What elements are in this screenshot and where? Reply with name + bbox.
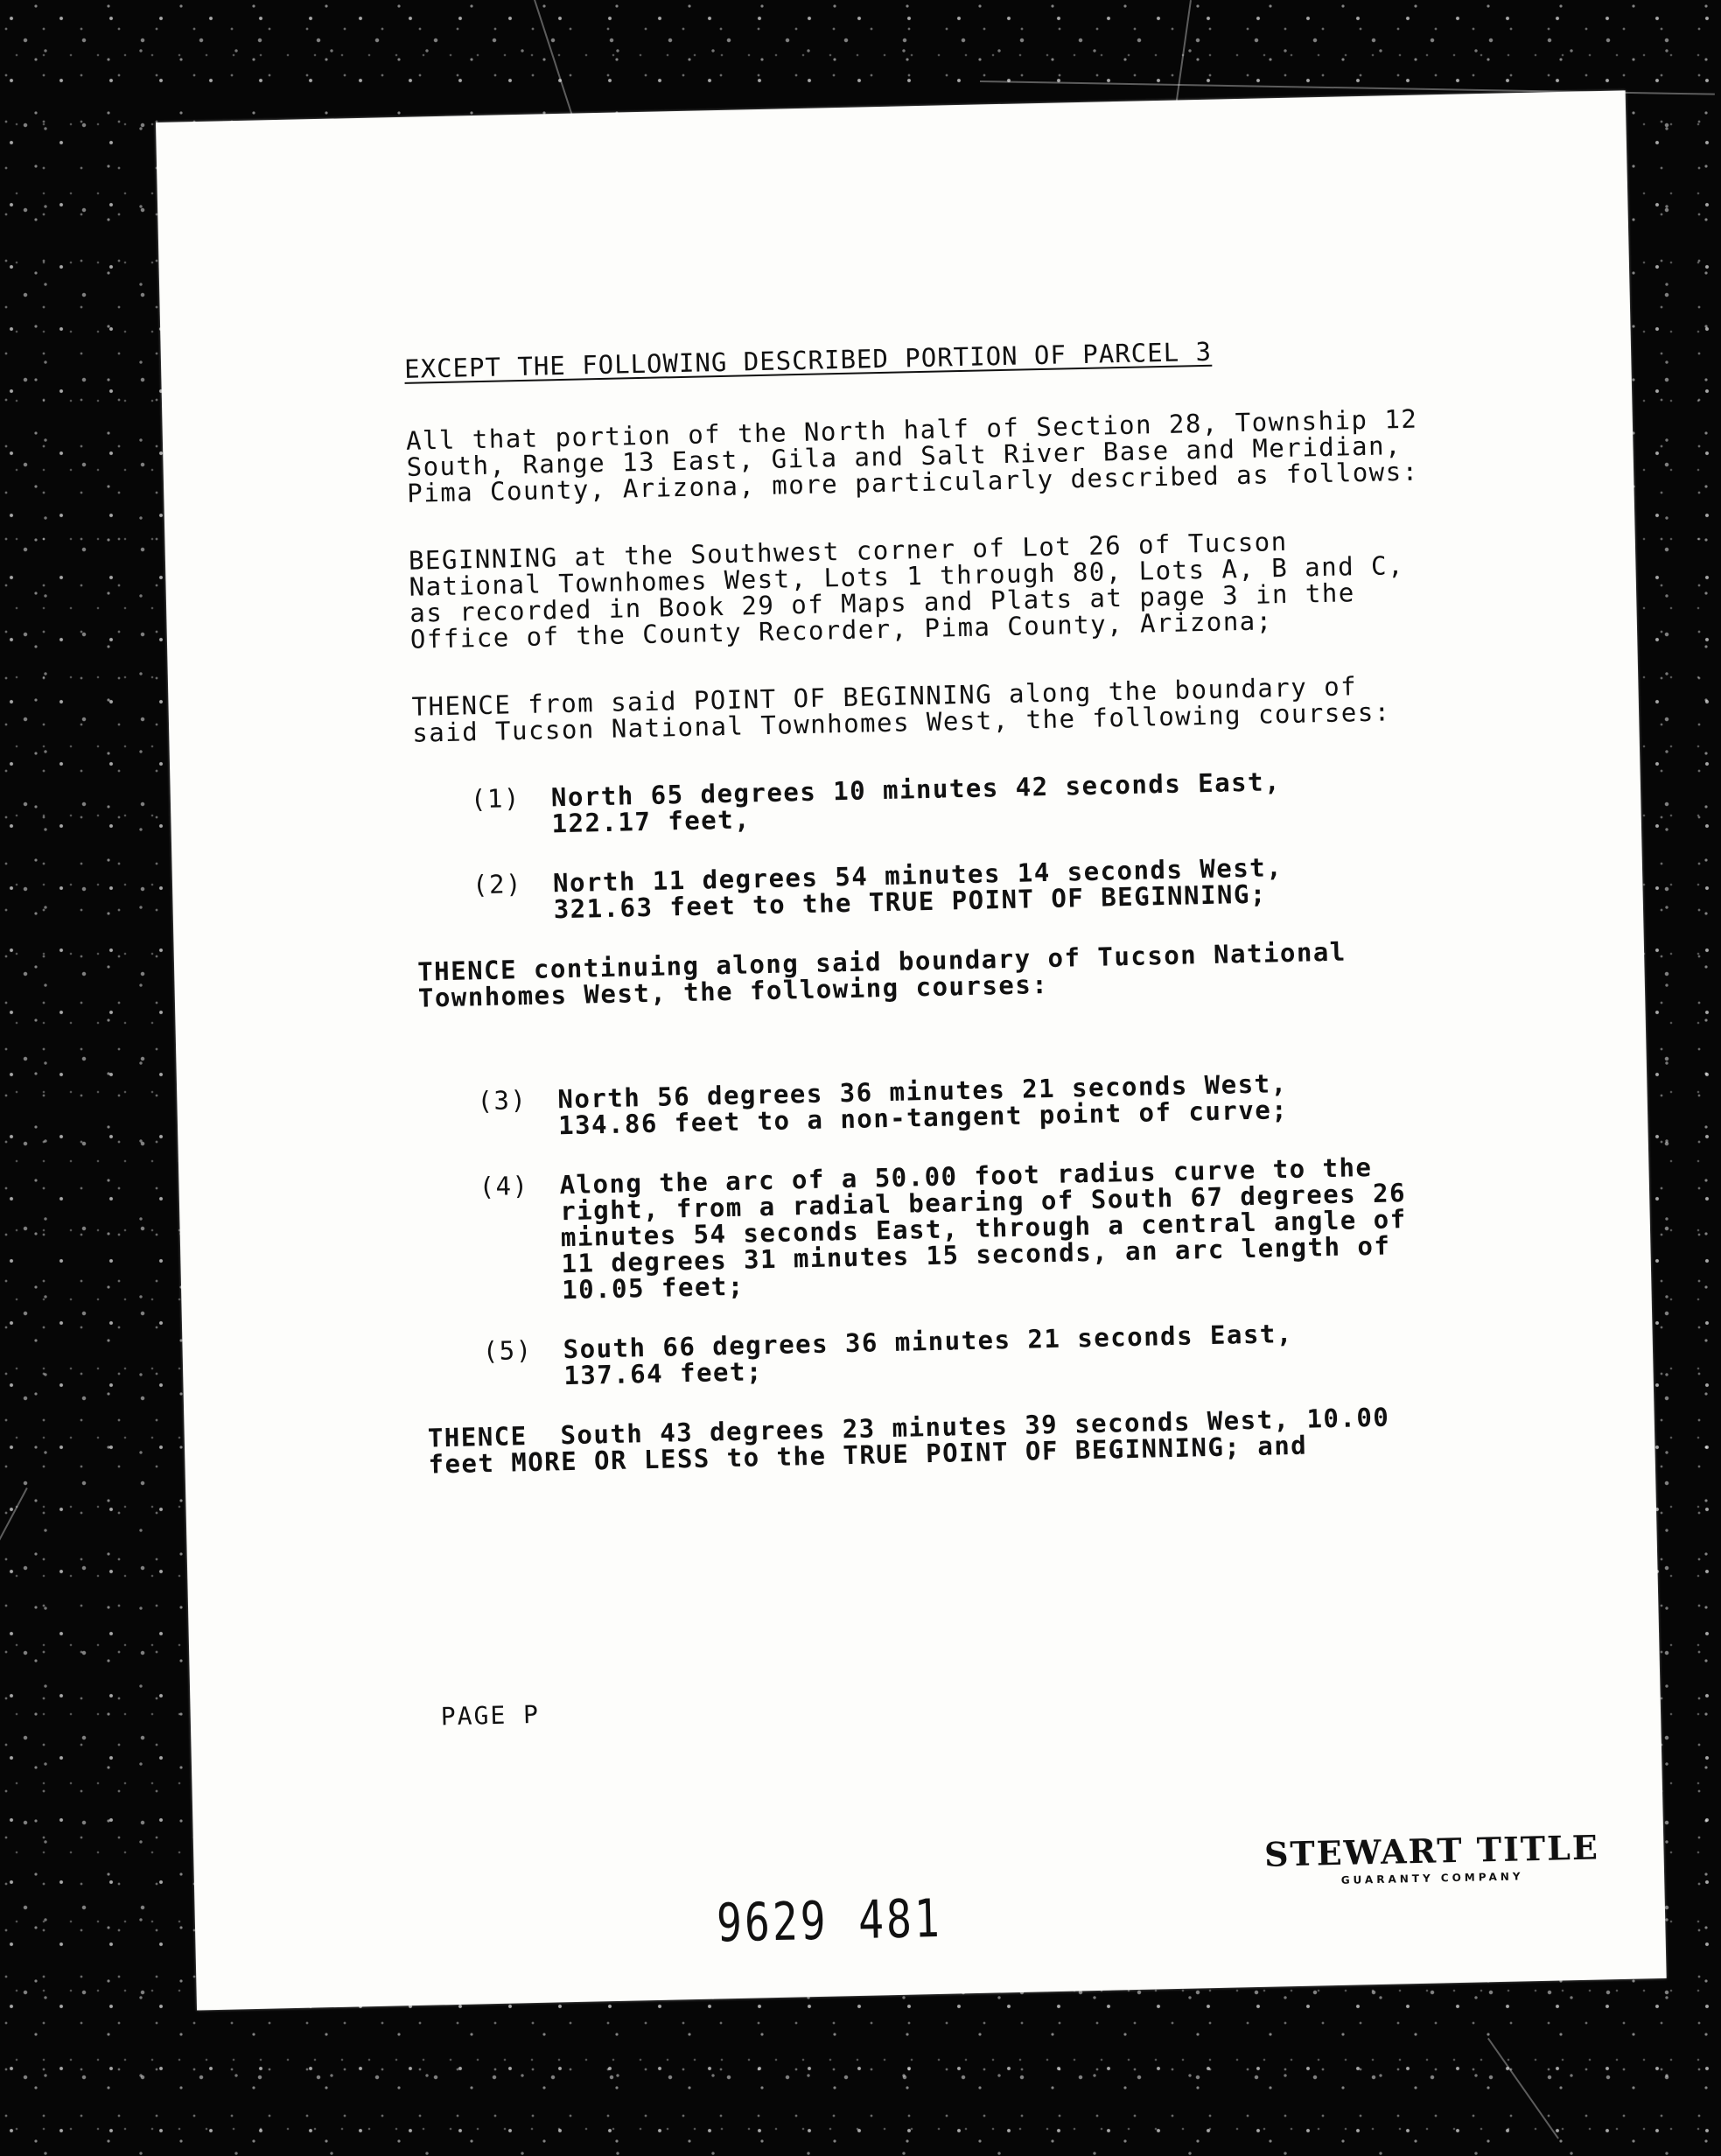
recording-book-number: 9629 (716, 1890, 829, 1955)
scan-scratch (1487, 2038, 1559, 2139)
course-number: (5) (482, 1334, 533, 1367)
courses-list-second (420, 1067, 1450, 1391)
course-text: South 66 degrees 36 minutes 21 seconds East, 137.64 feet; (563, 1318, 1294, 1391)
document-heading: EXCEPT THE FOLLOWING DESCRIBED PORTION OF PARCEL 3 (403, 336, 1213, 384)
courses-list-first (414, 765, 1440, 925)
scan-scratch (0, 1488, 28, 1782)
logo-name: STEWART TITLE (1263, 1827, 1600, 1874)
course-number: (1) (470, 783, 521, 815)
document-page (156, 90, 1667, 2010)
course-text: North 56 degrees 36 minutes 21 seconds West, 134.86 feet to a non-tangent point of curve; (557, 1068, 1289, 1141)
closing-course: THENCE South 43 degrees 23 minutes 39 seconds West, 10.00 feet MORE OR LESS to the TRUE POINT OF BEGINNING; and (427, 1402, 1390, 1480)
course-number: (4) (479, 1170, 529, 1202)
course-number: (3) (477, 1085, 528, 1116)
parcel-description: All that portion of the North half of Section 28, Township 12 South, Range 13 East, Gila and Salt River Base and Meridian, Pima County, Arizona, more particularly described as follows: (405, 403, 1419, 508)
course-number: (2) (472, 869, 523, 900)
stewart-title-logo (1239, 1827, 1625, 1889)
logo-subtitle: GUARANTY COMPANY (1340, 1870, 1524, 1886)
page-label: PAGE P (440, 1699, 541, 1732)
boundary-continuation: THENCE continuing along said boundary of Tucson National Townhomes West, the following courses: (416, 936, 1347, 1013)
course-text: North 11 degrees 54 minutes 14 seconds West, 321.63 feet to the TRUE POINT OF BEGINNING; (552, 852, 1284, 925)
point-of-beginning: BEGINNING at the Southwest corner of Lot 26 of Tucson National Townhomes West, Lots 1 through 80, Lots A, B and C, as recorded in Book 29 of Maps and Plats at page 3 in the Office of the County Recorder, Pima County, Arizona; (408, 526, 1405, 654)
course-item (425, 1317, 1450, 1392)
course-item (414, 765, 1438, 840)
course-item (422, 1152, 1448, 1306)
recording-page-number: 481 (857, 1887, 943, 1951)
course-item (416, 850, 1440, 926)
boundary-intro: THENCE from said POINT OF BEGINNING along the boundary of said Tucson National Townhomes West, the following courses: (411, 671, 1392, 748)
course-text: North 65 degrees 10 minutes 42 seconds East, 122.17 feet, (550, 766, 1282, 839)
document-body (404, 333, 1453, 1518)
course-text: Along the arc of a 50.00 foot radius curve to the right, from a radial bearing of South 67 degrees 26 minutes 54 seconds East, through a central angle of 11 degrees 31 minutes 15 seconds, an arc length of 10.05 feet; (559, 1152, 1407, 1306)
